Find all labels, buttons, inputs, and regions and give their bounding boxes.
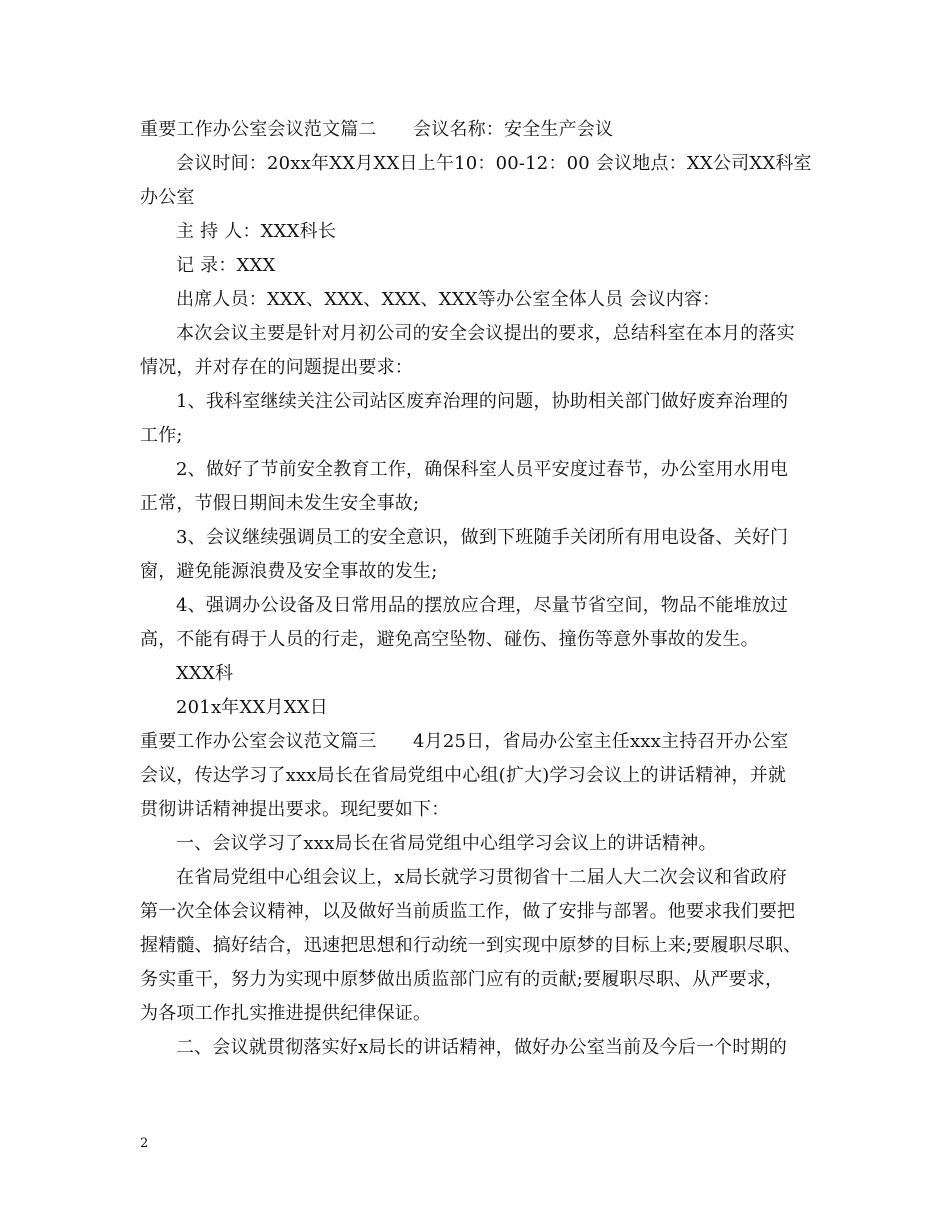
host-line: 主 持 人：XXX科长: [176, 221, 337, 242]
list-item-line: 2、做好了节前安全教育工作，确保科室人员平安度过春节，办公室用水用电: [176, 459, 789, 480]
list-item-line: 3、会议继续强调员工的安全意识，做到下班随手关闭所有用电设备、关好门: [176, 527, 789, 548]
subheading-line: 一、会议学习了xxx局长在省局党组中心组学习会议上的讲话精神。: [176, 833, 717, 854]
paragraph-line: 本次会议主要是针对月初公司的安全会议提出的要求，总结科室在本月的落实: [176, 323, 795, 344]
signature-department: XXX科: [176, 663, 234, 684]
paragraph-line: 会议，传达学习了xxx局长在省局党组中心组(扩大)学习会议上的讲话精神，并就: [140, 765, 787, 786]
list-item-line: 高，不能有碍于人员的行走，避免高空坠物、碰伤、撞伤等意外事故的发生。: [140, 629, 759, 650]
recorder-line: 记 录：XXX: [176, 255, 276, 276]
page-number: 2: [140, 1136, 149, 1151]
subheading-line: 二、会议就贯彻落实好x局长的讲话精神，做好办公室当前及今后一个时期的: [176, 1037, 787, 1058]
list-item-line: 正常，节假日期间未发生安全事故;: [140, 493, 420, 514]
section-heading-3: 重要工作办公室会议范文篇三 4月25日，省局办公室主任xxx主持召开办公室: [140, 731, 789, 752]
list-item-line: 1、我科室继续关注公司站区废弃治理的问题，协助相关部门做好废弃治理的: [176, 391, 789, 412]
list-item-line: 工作;: [140, 425, 183, 446]
section-heading-2: 重要工作办公室会议范文篇二 会议名称：安全生产会议: [140, 119, 614, 140]
paragraph-line: 务实重干，努力为实现中原梦做出质监部门应有的贡献;要履职尽职、从严要求，: [140, 969, 784, 990]
attendees-line: 出席人员：XXX、XXX、XXX、XXX等办公室全体人员 会议内容：: [176, 289, 721, 310]
list-item-line: 4、强调办公设备及日常用品的摆放应合理，尽量节省空间，物品不能堆放过: [176, 595, 789, 616]
meeting-time-line: 会议时间：20xx年XX月XX日上午10：00-12：00 会议地点：XX公司XX科室: [176, 153, 812, 174]
paragraph-line: 在省局党组中心组会议上，x局长就学习贯彻省十二届人大二次会议和省政府: [176, 867, 787, 888]
signature-date: 201x年XX月XX日: [176, 697, 328, 718]
list-item-line: 窗，避免能源浪费及安全事故的发生;: [140, 561, 438, 582]
paragraph-line: 握精髓、搞好结合，迅速把思想和行动统一到实现中原梦的目标上来;要履职尽职、: [140, 935, 802, 956]
paragraph-line: 情况，并对存在的问题提出要求：: [140, 357, 413, 378]
paragraph-line: 第一次全体会议精神，以及做好当前质监工作，做了安排与部署。他要求我们要把: [140, 901, 796, 922]
paragraph-line: 为各项工作扎实推进提供纪律保证。: [140, 1003, 432, 1024]
paragraph-line: 贯彻讲话精神提出要求。现纪要如下：: [140, 799, 450, 820]
meeting-location-line: 办公室: [140, 187, 195, 208]
